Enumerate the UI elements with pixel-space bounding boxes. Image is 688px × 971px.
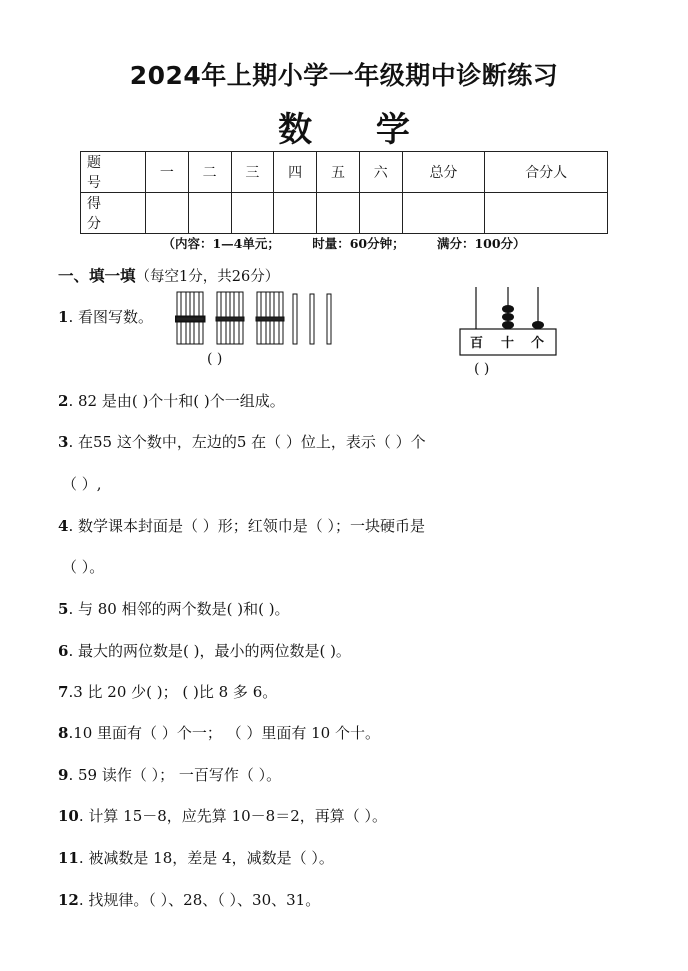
answer-blank-bundles[interactable]: ( ) xyxy=(207,351,223,367)
exam-content: （内容：1—4单元； xyxy=(162,236,280,251)
score-cell[interactable] xyxy=(317,193,360,234)
question-number: 3 xyxy=(58,433,69,451)
header-col-6: 六 xyxy=(359,152,402,193)
question-6 xyxy=(58,640,351,661)
abacus-label-ones: 个 xyxy=(531,336,545,351)
abacus-label-hundreds: 百 xyxy=(470,336,484,351)
question-text: . 数学课本封面是（ ）形；红领巾是（ ）；一块硬币是 xyxy=(68,517,426,535)
question-8 xyxy=(58,722,380,743)
question-number: 2 xyxy=(58,392,69,410)
score-cell[interactable] xyxy=(359,193,402,234)
question-4-continued: （ ）。 xyxy=(62,558,105,576)
abacus-label-tens: 十 xyxy=(501,336,515,351)
question-text: .10 里面有（ ）个一； （ ）里面有 10 个十。 xyxy=(68,724,380,742)
score-cell[interactable] xyxy=(274,193,317,234)
question-number: 11 xyxy=(58,849,79,867)
question-text: . 在55 这个数中，左边的5 在（ ）位上，表示（ ）个 xyxy=(68,433,426,451)
score-table-score-row xyxy=(81,193,608,234)
question-text: .3 比 20 少( )； ( )比 8 多 6。 xyxy=(68,683,278,701)
question-number: 7 xyxy=(58,683,69,701)
question-9 xyxy=(58,764,281,785)
header-col-2: 二 xyxy=(188,152,231,193)
score-cell[interactable] xyxy=(485,193,608,234)
question-number: 9 xyxy=(58,766,69,784)
header-col-3: 三 xyxy=(231,152,274,193)
score-cell[interactable] xyxy=(146,193,189,234)
question-number: 4 xyxy=(58,517,69,535)
question-text: . 计算 15－8，应先算 10－8＝2，再算（ ）。 xyxy=(78,807,388,825)
question-text: . 82 是由( )个十和( )个一组成。 xyxy=(68,392,285,410)
question-number: 5 xyxy=(58,600,69,618)
exam-info xyxy=(0,234,688,252)
question-number: 8 xyxy=(58,724,69,742)
question-12 xyxy=(58,889,320,910)
stick-bundles-image xyxy=(175,290,345,348)
score-table xyxy=(80,151,608,234)
question-11 xyxy=(58,847,334,868)
score-label: 得 分 xyxy=(81,193,146,234)
question-text: . 与 80 相邻的两个数是( )和( )。 xyxy=(68,600,290,618)
score-cell[interactable] xyxy=(231,193,274,234)
question-text: . 看图写数。 xyxy=(68,308,153,326)
question-number: 6 xyxy=(58,642,69,660)
question-number: 1 xyxy=(58,308,69,326)
subject-title: 数 学 xyxy=(278,110,436,150)
exam-time: 时量：60分钟； xyxy=(312,236,405,251)
answer-blank-abacus[interactable]: ( ) xyxy=(474,361,490,377)
question-text: . 被减数是 18，差是 4，减数是（ ）。 xyxy=(78,849,334,867)
header-col-1: 一 xyxy=(146,152,189,193)
question-number: 12 xyxy=(58,891,79,909)
question-text: . 找规律。（ ）、28、（ ）、30、31。 xyxy=(78,891,321,909)
question-4 xyxy=(58,515,425,536)
header-scorer: 合分人 xyxy=(485,152,608,193)
header-label: 题 号 xyxy=(81,152,146,193)
question-3 xyxy=(58,431,426,452)
exam-full-score: 满分：100分） xyxy=(436,236,526,251)
section-heading xyxy=(58,264,279,286)
question-7 xyxy=(58,681,277,702)
question-text: . 最大的两位数是( )，最小的两位数是( )。 xyxy=(68,642,351,660)
section-title: 一、填一填 xyxy=(58,266,136,285)
header-total: 总分 xyxy=(402,152,485,193)
page-title: 2024年上期小学一年级期中诊断练习 xyxy=(129,61,559,90)
header-col-5: 五 xyxy=(317,152,360,193)
score-table-header-row xyxy=(81,152,608,193)
question-10 xyxy=(58,805,387,826)
score-cell[interactable] xyxy=(188,193,231,234)
question-1 xyxy=(58,306,153,327)
question-text: . 59 读作（ ）； 一百写作（ ）。 xyxy=(68,766,282,784)
question-2 xyxy=(58,390,285,411)
question-number: 10 xyxy=(58,807,79,825)
header-col-4: 四 xyxy=(274,152,317,193)
section-note: （每空1分，共26分） xyxy=(135,269,280,285)
question-3-continued: （ ）, xyxy=(62,475,102,493)
question-5 xyxy=(58,598,290,619)
score-cell[interactable] xyxy=(402,193,485,234)
